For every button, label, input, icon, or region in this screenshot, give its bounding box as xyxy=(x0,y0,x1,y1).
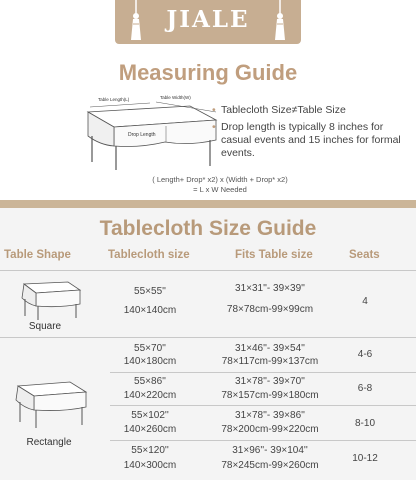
tablecloth-size-cm: 140×260cm xyxy=(123,424,177,435)
tablecloth-size-in: 55×86'' xyxy=(134,376,166,387)
fits-size-in: 31×78''- 39×70'' xyxy=(235,376,305,387)
row-divider xyxy=(110,440,416,441)
notes xyxy=(212,104,412,164)
length-label: Table Length(L) xyxy=(98,97,130,102)
formula xyxy=(120,175,320,195)
bullet-icon: • xyxy=(212,121,216,133)
fits-size-cm: 78×117cm-99×137cm xyxy=(221,356,319,367)
size-guide-title: Tablecloth Size Guide xyxy=(99,217,317,240)
tablecloth-size-cm: 140×220cm xyxy=(123,390,177,401)
fits-size-cm: 78×245cm-99×260cm xyxy=(221,460,319,471)
tablecloth-size-in: 55×120'' xyxy=(131,445,169,456)
fits-size-cm: 78×78cm-99×99cm xyxy=(226,304,314,315)
note-text: Drop length is typically 8 inches for casual events and 15 inches for formal events. xyxy=(221,121,401,159)
table-diagram xyxy=(70,90,220,170)
note-item xyxy=(212,104,412,117)
tablecloth-size-cm: 140×180cm xyxy=(123,356,177,367)
formula-line-2: = L x W Needed xyxy=(193,185,247,194)
tablecloth-size-cm: 140×300cm xyxy=(123,460,177,471)
row-divider xyxy=(0,337,416,338)
brand-name: JIALE xyxy=(166,6,250,33)
header xyxy=(0,0,416,52)
shape-label-rectangle: Rectangle xyxy=(26,437,72,448)
tassel-icon xyxy=(128,0,144,44)
seats: 8-10 xyxy=(354,418,375,429)
measuring-title: Measuring Guide xyxy=(118,60,298,85)
seats: 10-12 xyxy=(352,453,378,464)
seats: 6-8 xyxy=(357,383,373,394)
fits-size-cm: 78×200cm-99×220cm xyxy=(221,424,319,435)
fits-size-in: 31×31''- 39×39'' xyxy=(235,283,305,294)
bullet-icon: • xyxy=(212,104,216,116)
row-divider xyxy=(0,270,416,271)
seats: 4-6 xyxy=(357,349,373,360)
column-header-shape: Table Shape xyxy=(4,249,71,261)
row-divider xyxy=(110,372,416,373)
size-guide-section xyxy=(0,208,416,480)
note-item xyxy=(212,121,412,160)
measuring-section xyxy=(0,52,416,200)
tablecloth-size-in: 55×102'' xyxy=(131,410,169,421)
seats: 4 xyxy=(362,296,368,307)
column-header-fits: Fits Table size xyxy=(235,249,313,261)
tablecloth-size-cm: 140×140cm xyxy=(123,305,177,316)
drop-label: Drop Length xyxy=(128,132,156,138)
fits-size-cm: 78×157cm-99×180cm xyxy=(221,390,319,401)
note-text: Tablecloth Size≠Table Size xyxy=(221,104,346,116)
row-divider xyxy=(110,405,416,406)
tablecloth-size-in: 55×55'' xyxy=(134,286,166,297)
column-header-tablecloth: Tablecloth size xyxy=(108,249,190,261)
tassel-icon xyxy=(272,0,288,44)
rectangle-table-icon xyxy=(8,376,90,428)
tablecloth-size-in: 55×70'' xyxy=(134,343,166,354)
fits-size-in: 31×46''- 39×54'' xyxy=(235,343,305,354)
square-table-icon xyxy=(10,274,86,320)
fits-size-in: 31×78''- 39×86'' xyxy=(235,410,305,421)
fits-size-in: 31×96''- 39×104'' xyxy=(232,445,308,456)
column-header-seats: Seats xyxy=(349,249,380,261)
width-label: Table Width(W) xyxy=(160,95,191,100)
formula-line-1: ( Length+ Drop* x2) x (Width + Drop* x2) xyxy=(152,175,288,184)
shape-label-square: Square xyxy=(28,321,62,332)
section-divider xyxy=(0,200,416,208)
